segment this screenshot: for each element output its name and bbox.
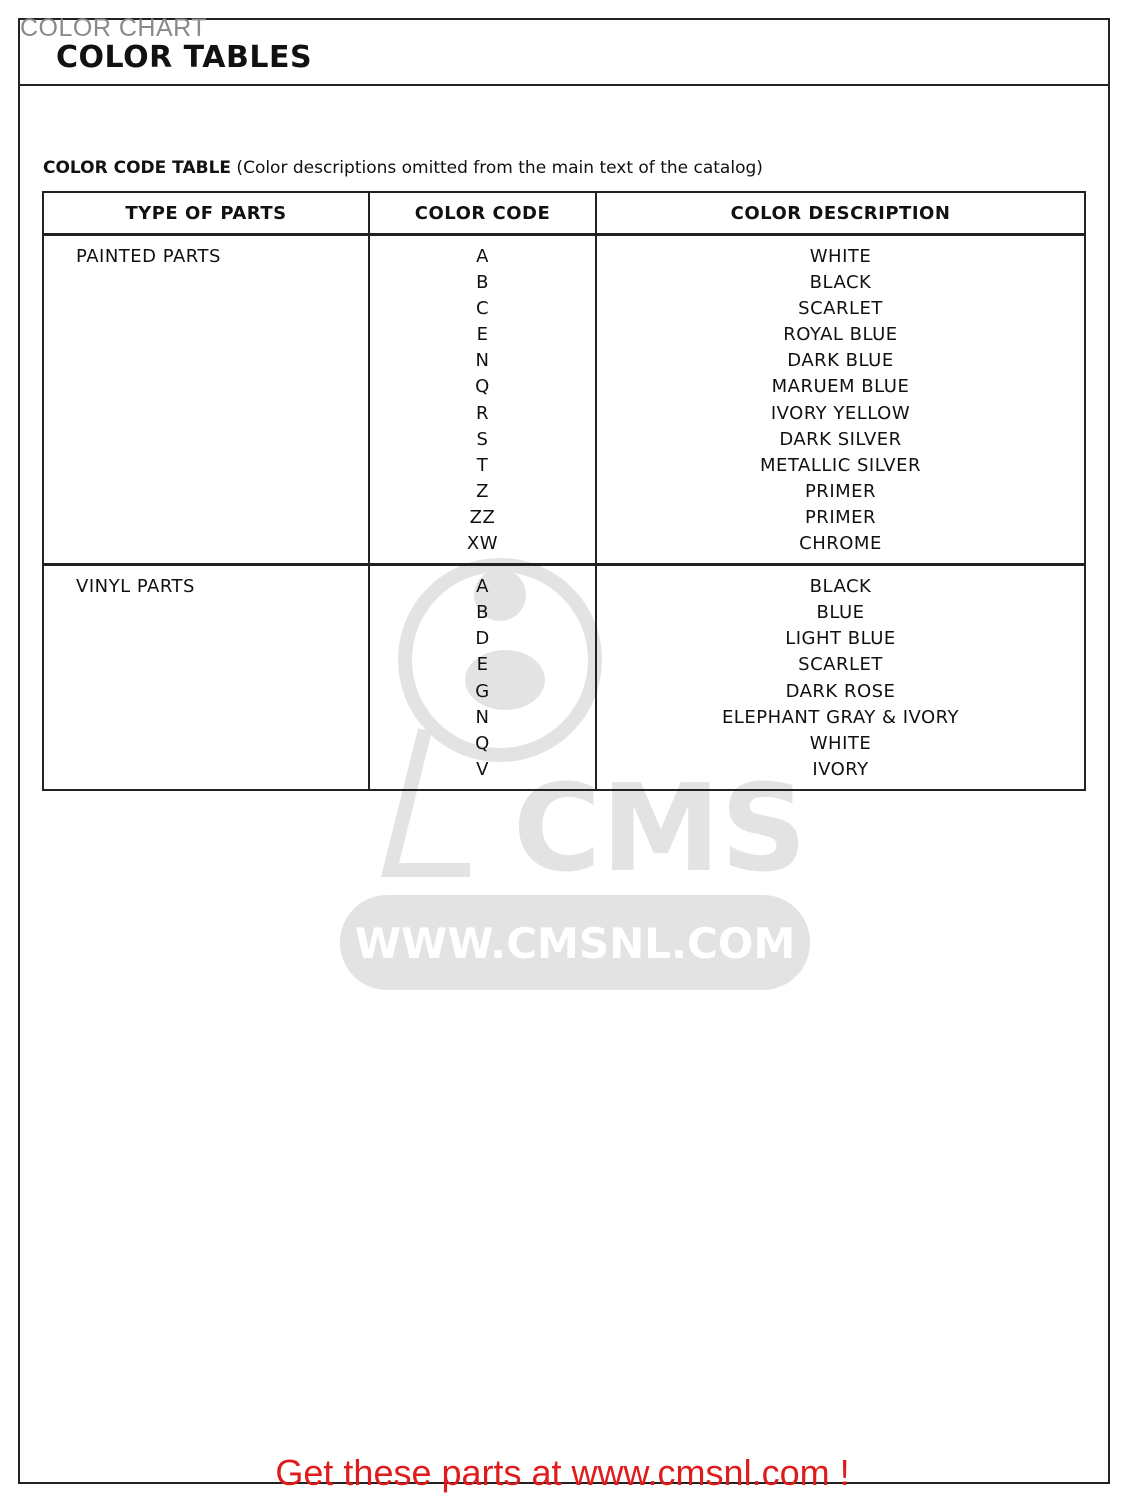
color-code: N xyxy=(475,350,490,372)
color-description: ROYAL BLUE xyxy=(783,324,898,346)
header-divider xyxy=(18,84,1110,86)
color-description: CHROME xyxy=(799,533,882,555)
color-description: PRIMER xyxy=(804,480,877,502)
color-description: DARK SILVER xyxy=(779,428,902,450)
color-code: E xyxy=(476,324,489,346)
color-code: A xyxy=(476,246,489,267)
description-cell xyxy=(596,565,1085,790)
group-painted-parts xyxy=(43,235,1085,565)
color-code: C xyxy=(475,298,490,320)
type-label: PAINTED PARTS xyxy=(76,246,221,267)
color-code: B xyxy=(476,602,489,624)
header-color-description: COLOR DESCRIPTION xyxy=(596,192,1085,235)
color-code: G xyxy=(475,680,490,702)
color-code: Q xyxy=(475,732,490,754)
color-description: WHITE xyxy=(809,732,872,754)
color-description: IVORY YELLOW xyxy=(770,402,911,424)
color-description: ELEPHANT GRAY & IVORY xyxy=(721,706,960,728)
color-code-table xyxy=(42,191,1086,791)
color-code: ZZ xyxy=(469,506,496,528)
color-description: MARUEM BLUE xyxy=(771,376,910,398)
table-header-row xyxy=(43,192,1085,235)
color-description: SCARLET xyxy=(798,298,883,320)
section-label: COLOR CHART xyxy=(20,14,208,42)
color-code: A xyxy=(476,576,489,598)
header-color-code: COLOR CODE xyxy=(369,192,596,235)
svg-text:WWW.CMSNL.COM: WWW.CMSNL.COM xyxy=(354,919,796,968)
svg-text:CMS: CMS xyxy=(513,760,807,899)
color-description: SCARLET xyxy=(798,654,883,676)
color-code: S xyxy=(476,428,489,450)
type-cell xyxy=(43,565,369,790)
color-code: XW xyxy=(466,533,499,555)
color-description: DARK BLUE xyxy=(787,350,894,372)
description-cell xyxy=(596,235,1085,565)
color-code: Z xyxy=(476,480,489,502)
color-code: D xyxy=(475,628,490,650)
type-cell xyxy=(43,235,369,565)
color-code: R xyxy=(475,402,489,424)
color-code: E xyxy=(476,654,489,676)
color-code: V xyxy=(476,758,489,780)
color-description: PRIMER xyxy=(804,506,877,528)
code-cell xyxy=(369,565,596,790)
color-code: Q xyxy=(475,376,490,398)
color-description: BLACK xyxy=(809,576,872,598)
color-code: B xyxy=(476,272,489,294)
header-type-of-parts: TYPE OF PARTS xyxy=(43,192,369,235)
color-description: DARK ROSE xyxy=(785,680,896,702)
color-description: BLUE xyxy=(816,602,865,624)
table-caption xyxy=(43,158,763,178)
group-vinyl-parts xyxy=(43,565,1085,790)
get-parts-link[interactable]: Get these parts at www.cmsnl.com ! xyxy=(275,1452,850,1493)
type-label: VINYL PARTS xyxy=(76,576,195,598)
color-code: T xyxy=(476,454,489,476)
color-code: N xyxy=(475,706,490,728)
color-description: WHITE xyxy=(809,246,872,267)
table-caption-title: COLOR CODE TABLE xyxy=(43,158,232,178)
color-description: BLACK xyxy=(809,272,872,294)
code-cell xyxy=(369,235,596,565)
page-title: COLOR TABLES xyxy=(56,40,313,75)
color-description: LIGHT BLUE xyxy=(785,628,896,650)
color-description: IVORY xyxy=(812,758,869,780)
table-caption-note: (Color descriptions omitted from the main text of the catalog) xyxy=(231,158,763,178)
color-description: METALLIC SILVER xyxy=(760,454,921,476)
